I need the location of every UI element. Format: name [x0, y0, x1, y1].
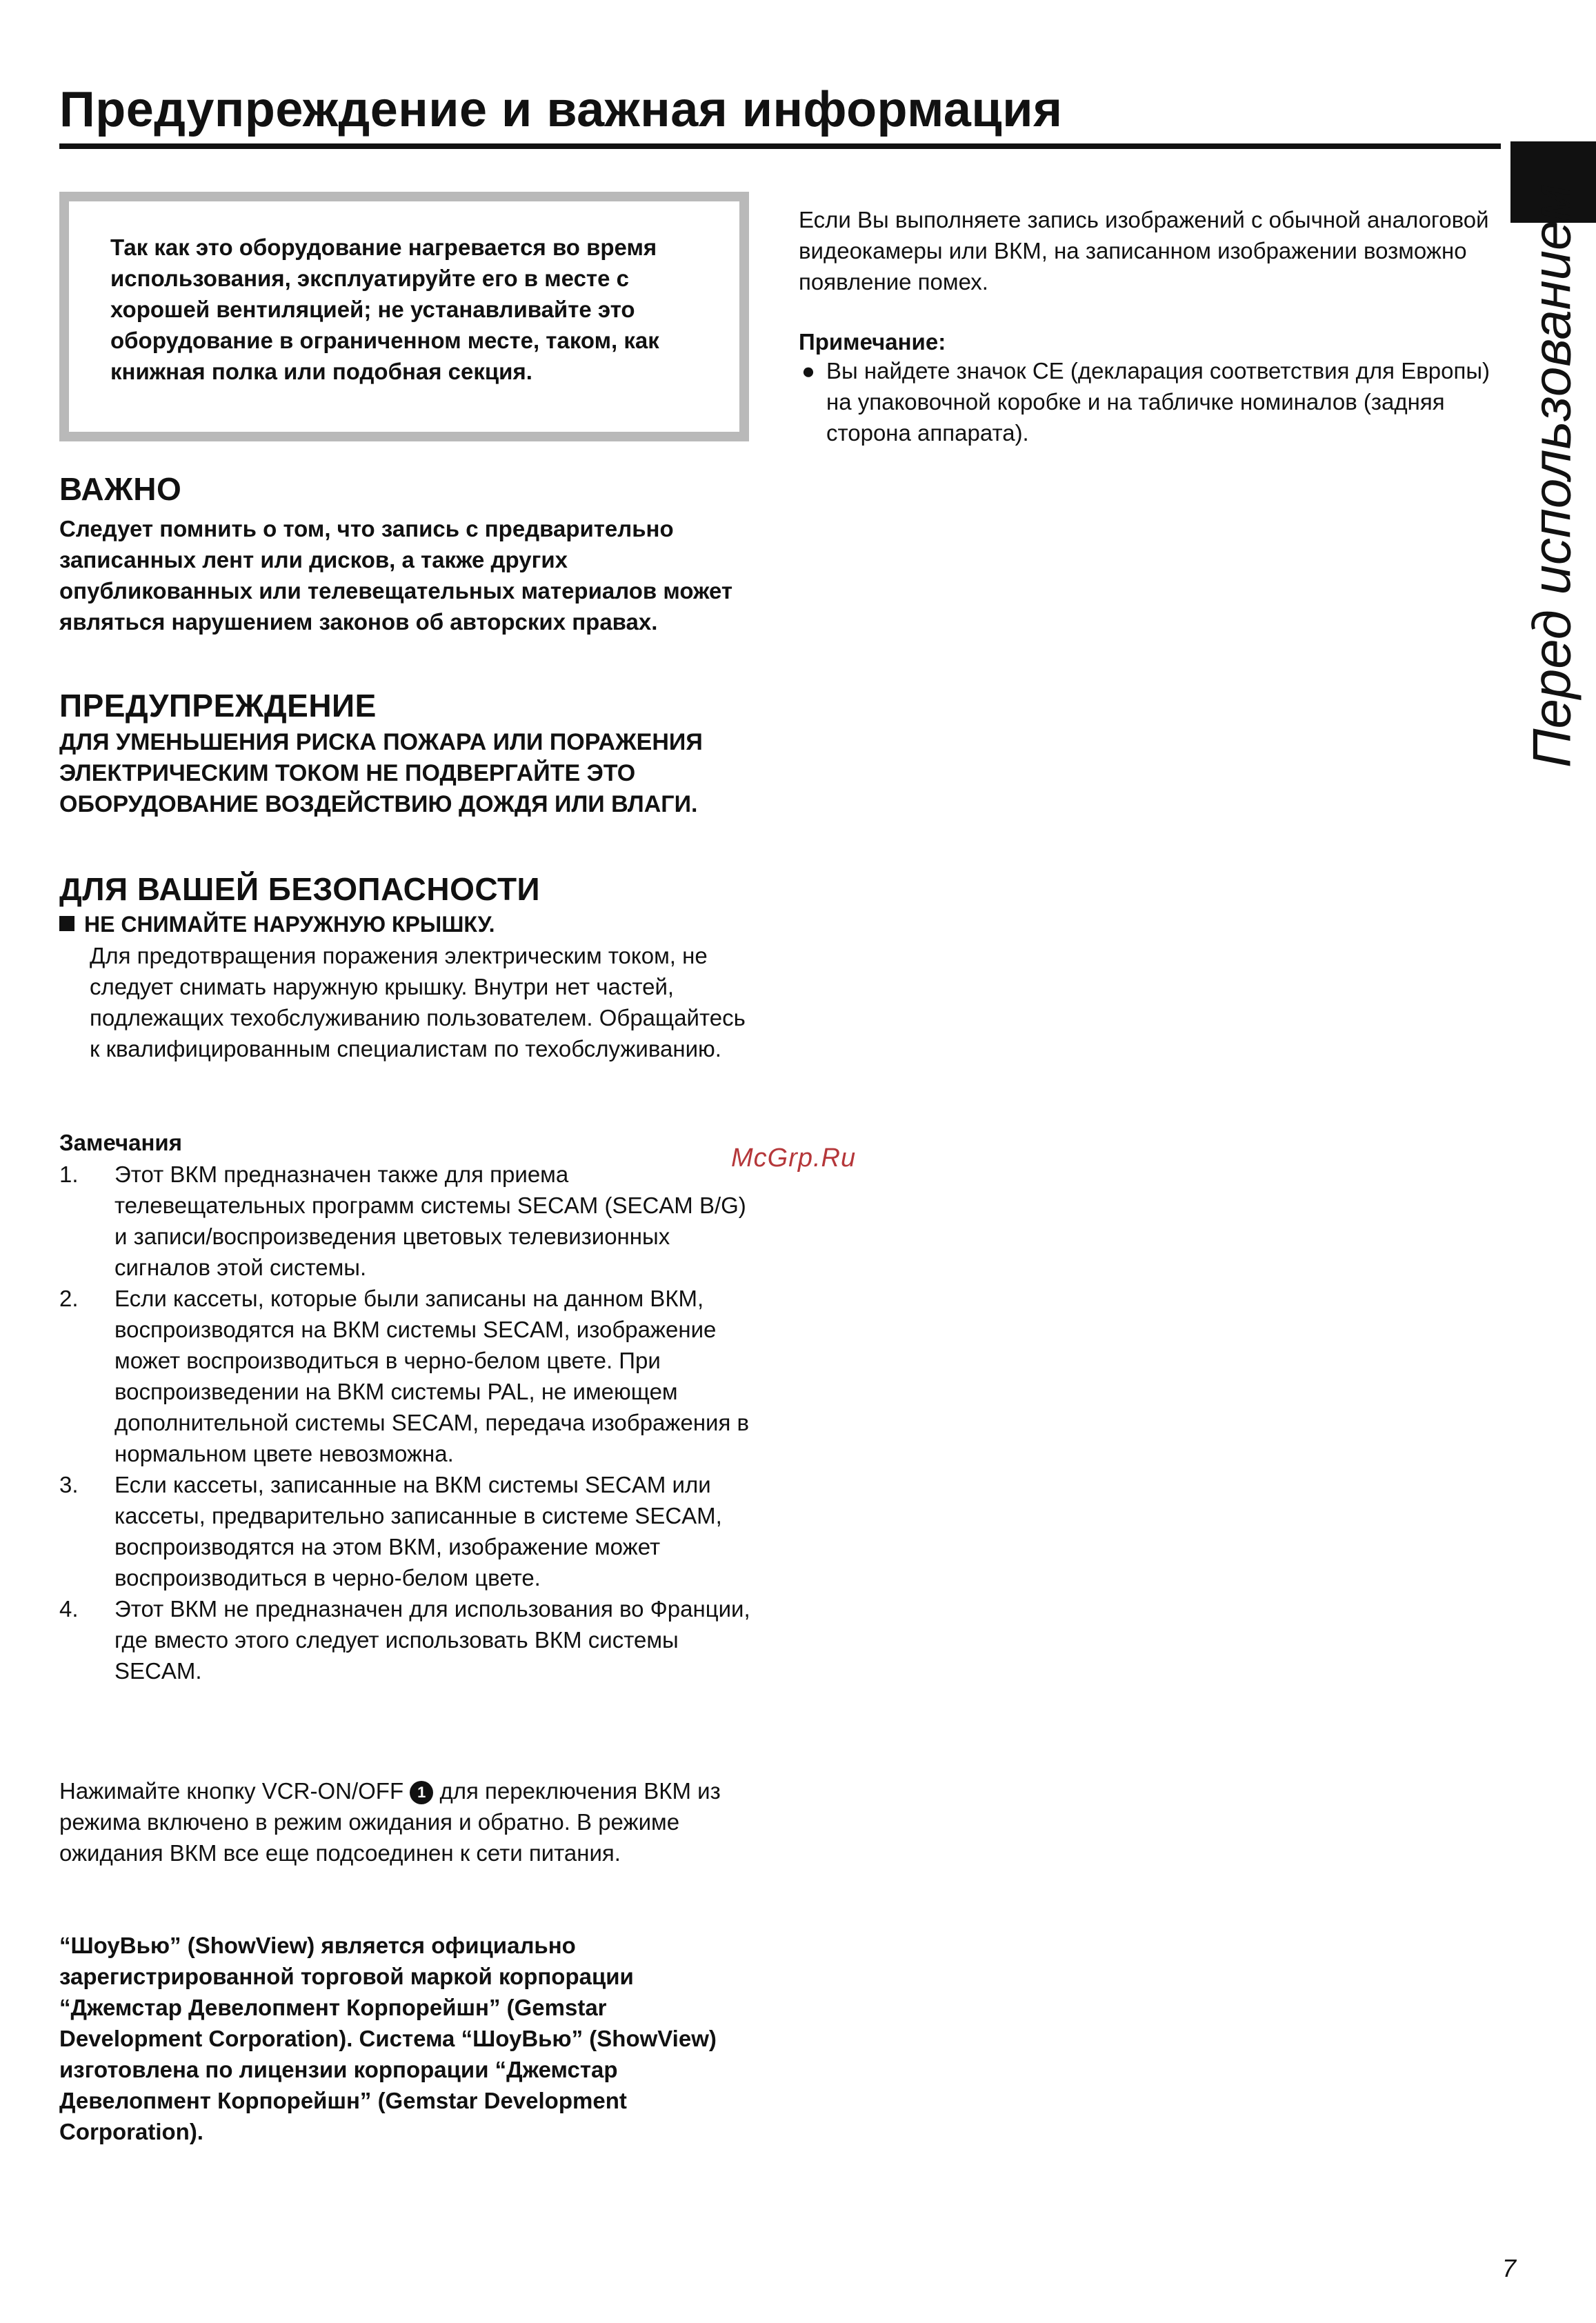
important-heading: ВАЖНО	[59, 471, 182, 507]
important-text: Следует помнить о том, что запись с предварительно записанных лент или дисков, а также других опубликованных или телевещательных материалов может являться нарушением законов об авторских правах.	[59, 516, 733, 635]
safety-section	[59, 870, 756, 1064]
ventilation-warning-box	[59, 192, 749, 441]
note-item-1	[59, 1159, 756, 1283]
warning-text: ДЛЯ УМЕНЬШЕНИЯ РИСКА ПОЖАРА ИЛИ ПОРАЖЕНИЯ ЭЛЕКТРИЧЕСКИМ ТОКОМ НЕ ПОДВЕРГАЙТЕ ЭТО ОБОРУДОВАНИЕ ВОЗДЕЙСТВИЮ ДОЖДЯ ИЛИ ВЛАГИ.	[59, 729, 703, 817]
safety-subheading	[59, 909, 756, 940]
important-section	[59, 470, 756, 637]
note-number: 1.	[59, 1162, 79, 1187]
note-text: Если кассеты, записанные на ВКМ системы SECAM или кассеты, предварительно записанные в системе SECAM, воспроизводятся на этом ВКМ, изображение может воспроизводиться в черно-белом цвете.	[114, 1472, 722, 1591]
title-rule	[59, 143, 1501, 149]
button-number-icon: 1	[410, 1781, 433, 1804]
bullet-icon: ●	[801, 358, 815, 383]
note-item-2	[59, 1283, 756, 1469]
ventilation-warning-text: Так как это оборудование нагревается во время использования, эксплуатируйте его в месте с хорошей вентиляцией; не устанавливайте это оборудование в ограниченном месте, таком, как книжная полка или подобная секция.	[110, 235, 659, 384]
vcr-onoff-text-before: Нажимайте кнопку VCR-ON/OFF	[59, 1778, 404, 1804]
notes-section	[59, 1130, 756, 1686]
note-number: 4.	[59, 1596, 79, 1622]
ce-mark-note	[799, 355, 1495, 448]
note-text: Если кассеты, которые были записаны на данном ВКМ, воспроизводятся на ВКМ системы SECAM, изображение может воспроизводиться в черно-белом цвете. При воспроизведении на ВКМ системы PAL, не имеющем дополнительной системы SECAM, передача изображения в нормальном цвете невозможна.	[114, 1286, 750, 1466]
note-number: 2.	[59, 1286, 79, 1311]
note-item-4	[59, 1593, 756, 1686]
square-bullet-icon	[59, 916, 74, 931]
camera-recording-text: Если Вы выполняете запись изображений с обычной аналоговой видеокамеры или ВКМ, на записанном изображении возможно появление помех.	[799, 207, 1489, 295]
note-text: Этот ВКМ предназначен также для приема телевещательных программ системы SECAM (SECAM B/G) и записи/воспроизведения цветовых телевизионных сигналов этой системы.	[114, 1162, 746, 1280]
page-number: 7	[1502, 2254, 1517, 2282]
safety-text: Для предотвращения поражения электрическим током, не следует снимать наружную крышку. Внутри нет частей, подлежащих техобслуживанию пользователем. Обращайтесь к квалифицированным специалистам по техобслуживанию.	[90, 943, 746, 1061]
warning-section	[59, 687, 756, 820]
note-number: 3.	[59, 1472, 79, 1497]
notes-list	[59, 1159, 756, 1686]
page-title: Предупреждение и важная информация	[59, 82, 1063, 137]
note-item-3	[59, 1469, 756, 1593]
vcr-onoff-text-after: для переключения ВКМ из режима включено в режим ожидания и обратно. В режиме ожидания ВКМ все еще подсоединен к сети питания.	[59, 1778, 721, 1866]
warning-heading: ПРЕДУПРЕЖДЕНИЕ	[59, 688, 377, 724]
safety-subheading-text: НЕ СНИМАЙТЕ НАРУЖНУЮ КРЫШКУ.	[84, 912, 495, 937]
watermark: McGrp.Ru	[731, 1144, 857, 1173]
side-tab-label: Перед использованием	[1521, 184, 1582, 768]
notes-heading: Замечания	[59, 1130, 182, 1155]
right-column	[799, 204, 1495, 448]
showview-paragraph: “ШоуВью” (ShowView) является официально зарегистрированной торговой маркой корпорации “Джемстар Девелопмент Корпорейшн” (Gemstar Development Corporation). Система “ШоуВью” (ShowView) изготовлена по лицензии корпорации “Джемстар Девелопмент Корпорейшн” (Gemstar Development Corporation).	[59, 1933, 717, 2144]
note-text: Этот ВКМ не предназначен для использования во Франции, где вместо этого следует использовать ВКМ системы SECAM.	[114, 1596, 750, 1684]
ce-mark-note-text: Вы найдете значок CE (декларация соответствия для Европы) на упаковочной коробке и на табличке номиналов (задняя сторона аппарата).	[826, 358, 1490, 446]
safety-heading: ДЛЯ ВАШЕЙ БЕЗОПАСНОСТИ	[59, 871, 541, 907]
vcr-onoff-paragraph	[59, 1775, 756, 1868]
remark-heading: Примечание:	[799, 329, 946, 355]
